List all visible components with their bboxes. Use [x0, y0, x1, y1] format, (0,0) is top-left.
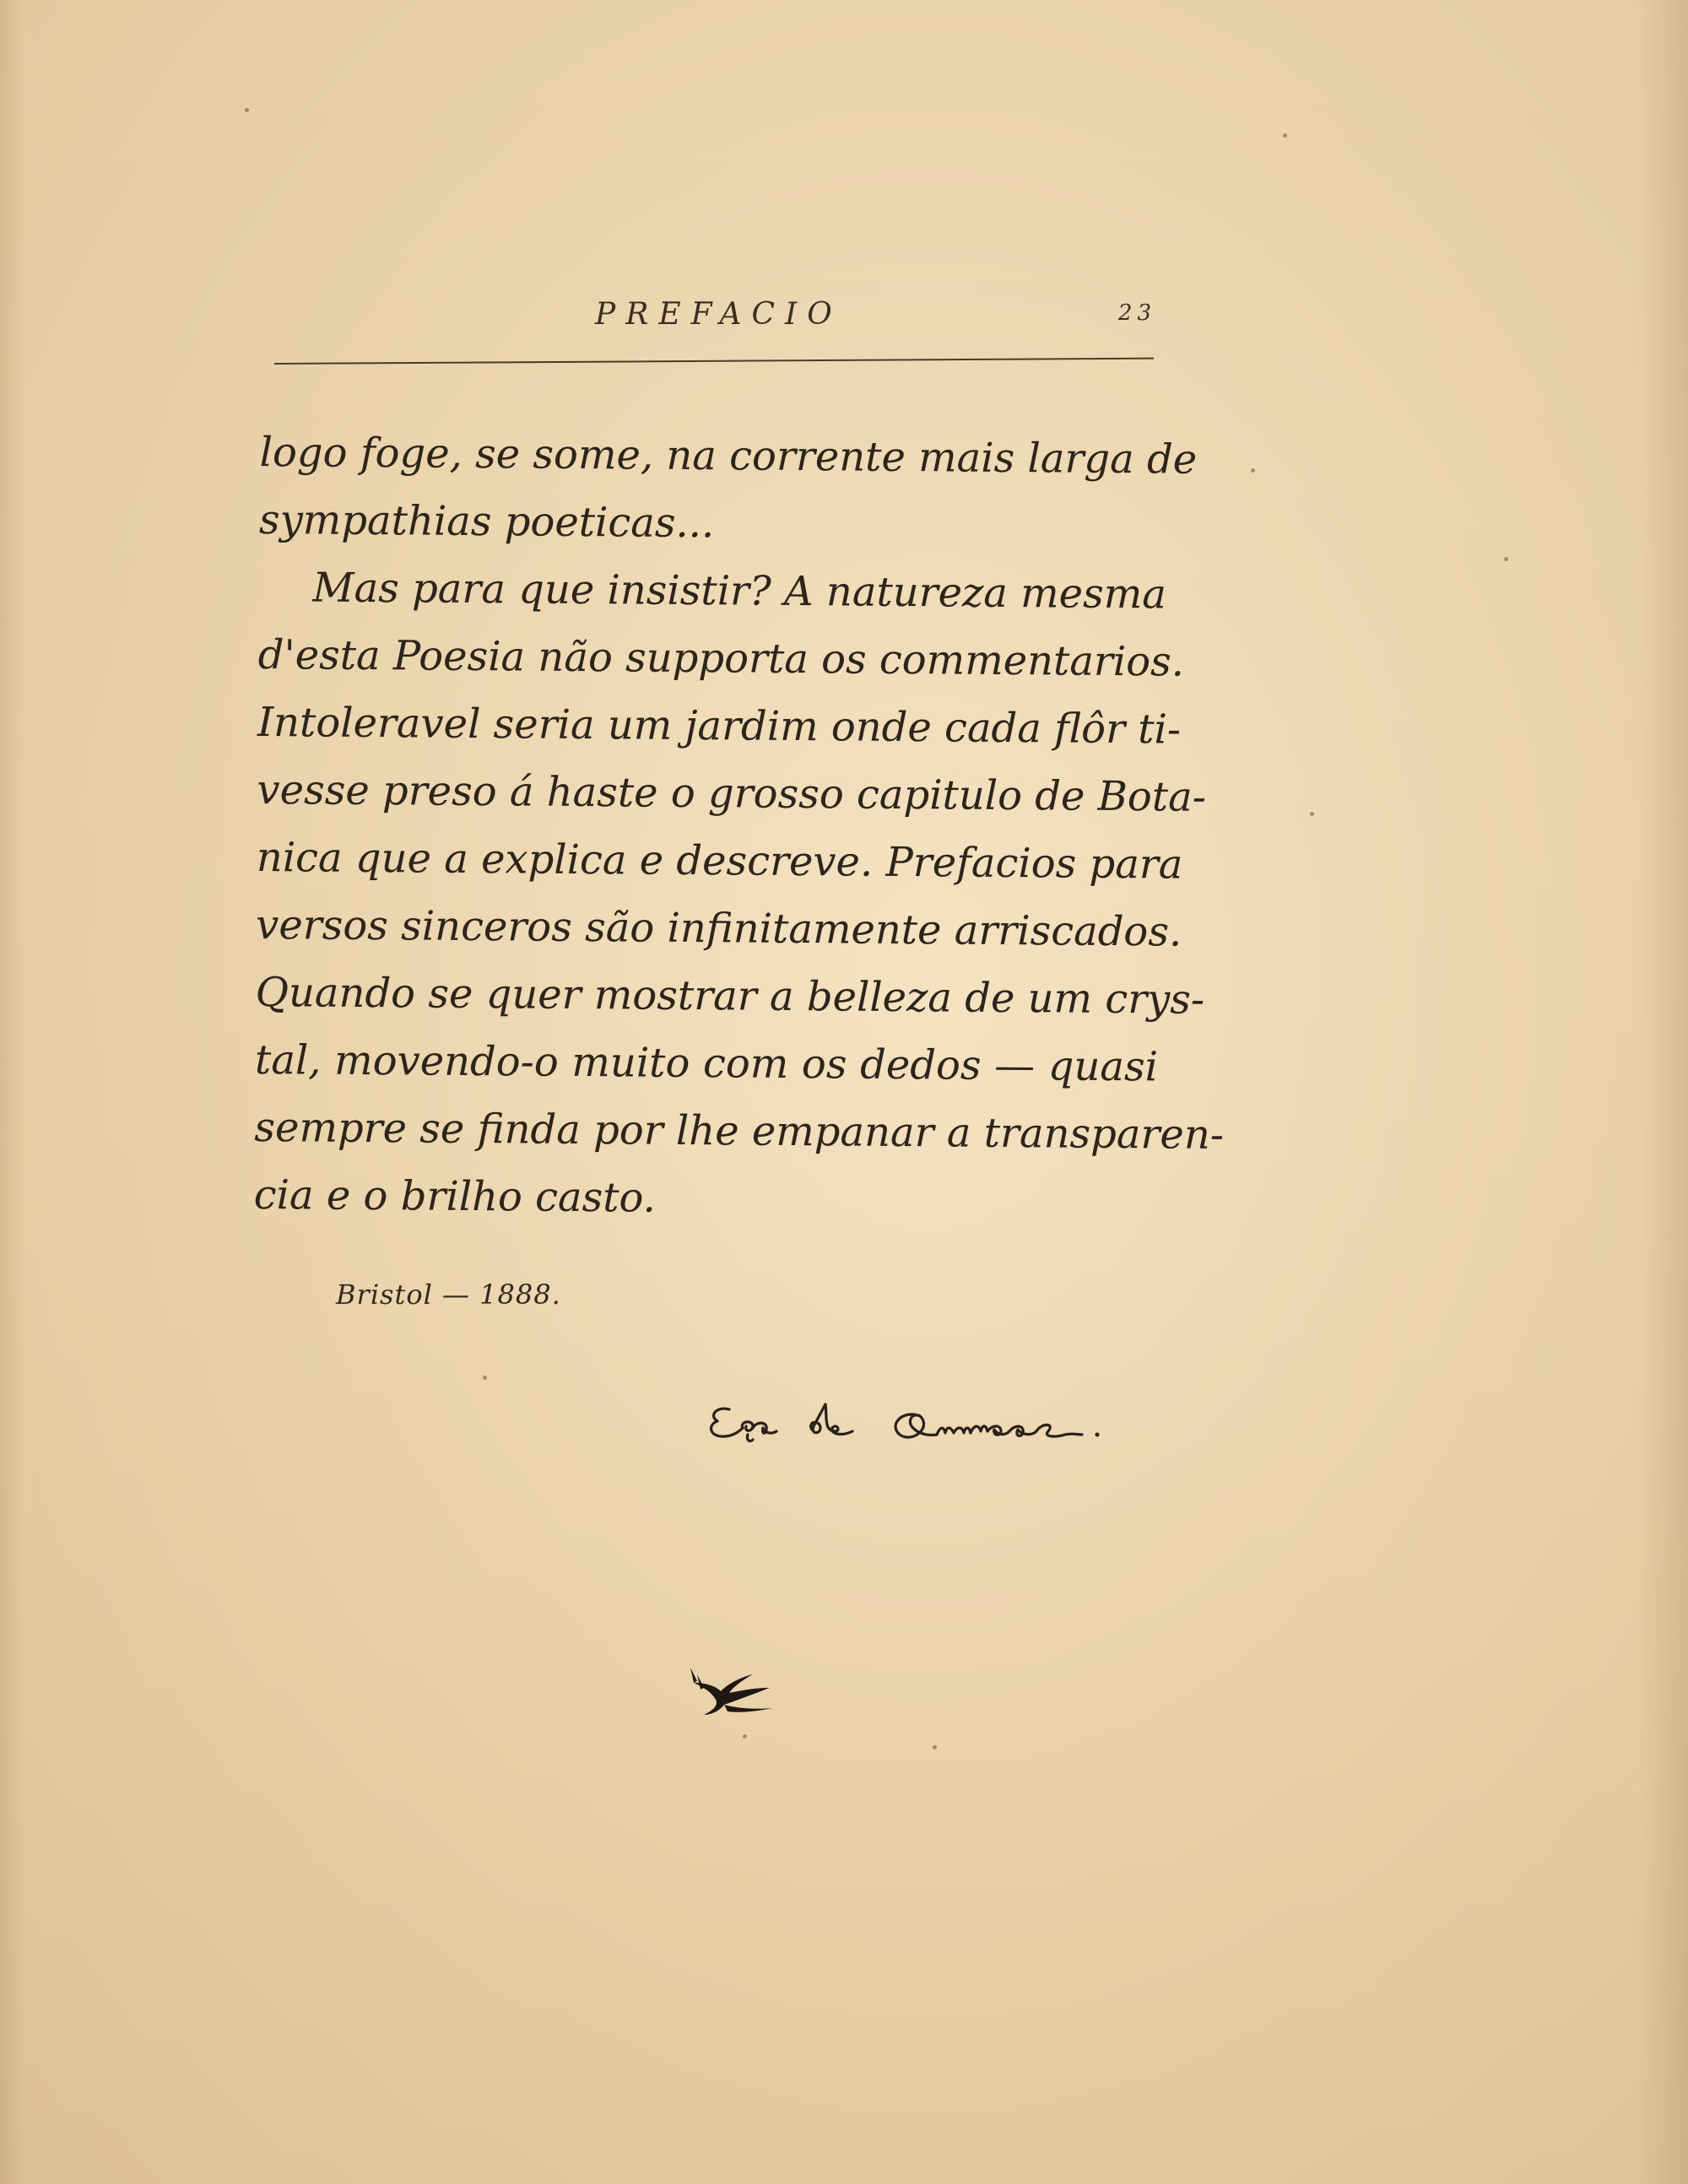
paper-speck	[1283, 133, 1287, 138]
text-line: versos sinceros são infinitamente arriscados.	[256, 900, 1182, 956]
paper-speck	[743, 1734, 747, 1738]
swallow-icon	[685, 1662, 778, 1730]
paper-speck	[483, 1376, 487, 1380]
paper-speck	[1251, 468, 1255, 473]
text-line: tal, movendo-o muito com os dedos — quasi	[254, 1035, 1159, 1091]
text-line: sympathias poeticas...	[258, 495, 715, 548]
paper-speck	[933, 1745, 937, 1749]
place-date: Bristol — 1888.	[336, 1279, 561, 1311]
text-line: nica que a explica e descreve. Prefacios para	[256, 833, 1183, 889]
header-rule	[274, 358, 1154, 365]
running-title: PREFACIO	[595, 297, 842, 332]
text-line: d'esta Poesia não supporta os commentarios.	[257, 630, 1185, 686]
body-text	[253, 419, 1225, 1235]
text-line: Mas para que insistir? A natureza mesma	[312, 564, 1167, 619]
page-edge-shadow-left	[0, 0, 25, 2184]
paper-speck	[1504, 557, 1508, 561]
paper-speck	[245, 108, 249, 112]
page-edge-shadow-right	[1637, 0, 1688, 2184]
text-line: Intoleravel seria um jardim onde cada flôr ti-	[257, 698, 1182, 754]
running-head	[262, 297, 1156, 348]
page-number: 23	[1117, 300, 1156, 326]
handwritten-signature	[701, 1384, 1123, 1460]
text-line: sempre se finda por lhe empanar a transparen-	[254, 1103, 1225, 1159]
text-line: vesse preso á haste o grosso capitulo de Bota-	[257, 765, 1207, 821]
text-line: logo foge, se some, na corrente mais larga de	[259, 428, 1198, 484]
paper-speck	[1310, 812, 1314, 816]
text-line: Quando se quer mostrar a belleza de um crys-	[255, 968, 1205, 1024]
text-line: cia e o brilho casto.	[253, 1170, 657, 1222]
